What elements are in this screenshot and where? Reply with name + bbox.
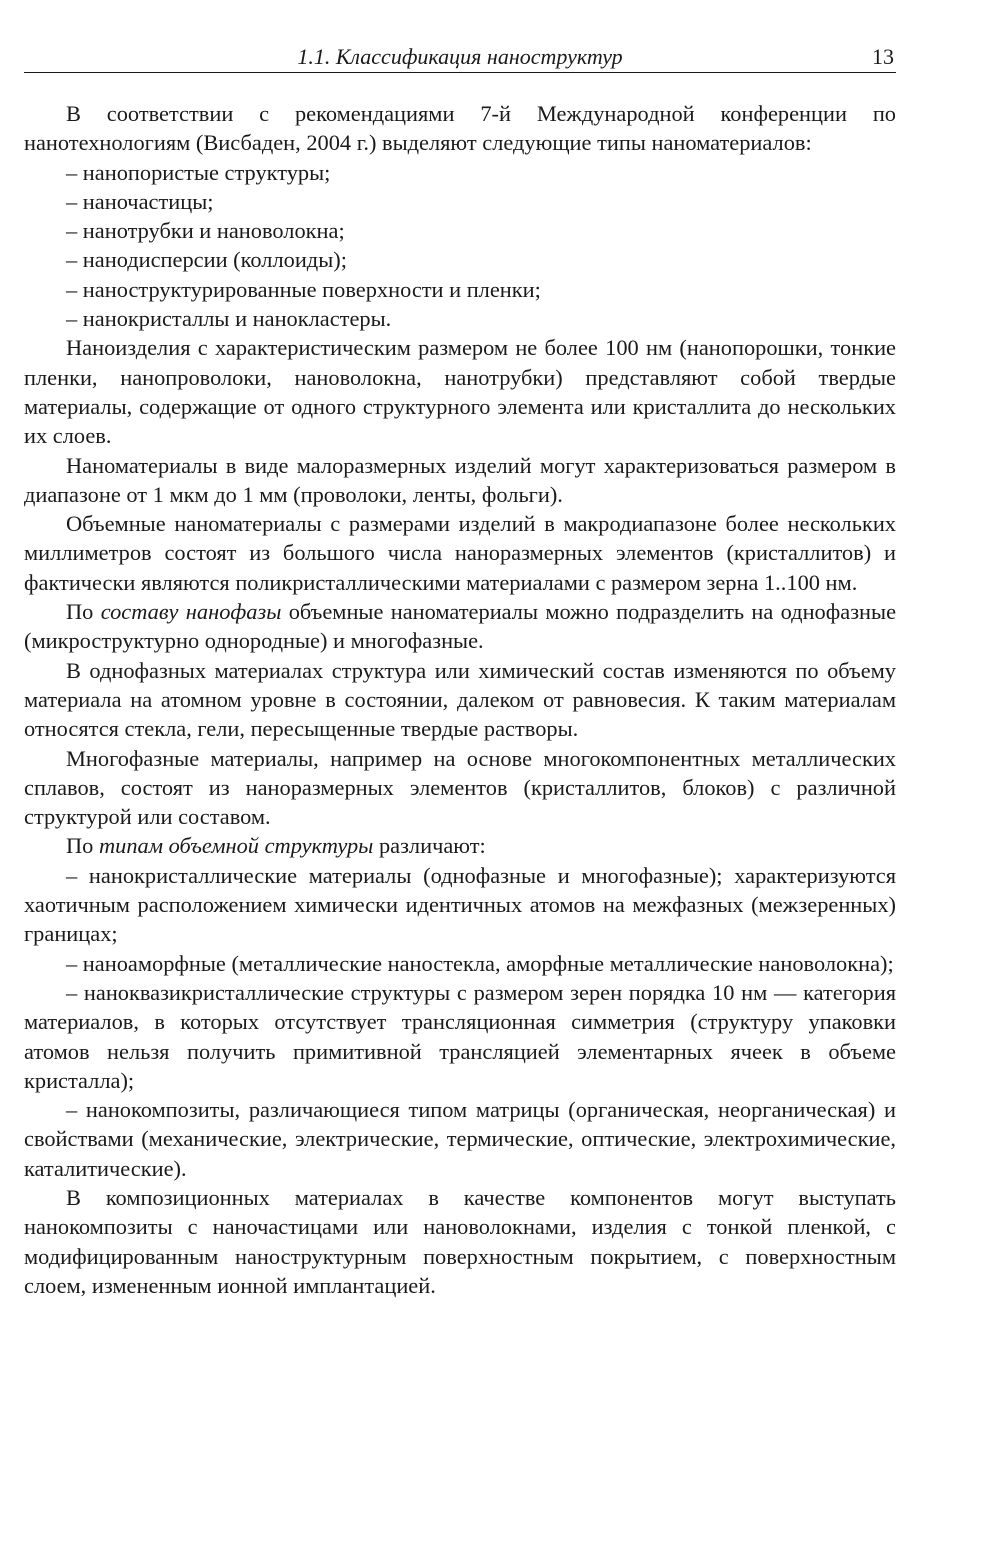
text-span: По — [66, 599, 101, 625]
body-text — [24, 99, 896, 1300]
list-item-structure: – наноаморфные (металлические наностекла, аморфные металлические нановолокна); — [66, 950, 894, 976]
paragraph-composites: В композиционных материалах в качестве компонентов могут выступать нанокомпозиты с наночастицами или нановолокнами, изделия с тонкой пленкой, с модифицированным наноструктурным поверхностным покрытием, с поверхностным слоем, измененным ионной имплантацией. — [24, 1184, 896, 1298]
book-page — [24, 38, 896, 1300]
paragraph-intro: В соответствии с рекомендациями 7-й Международной конференции по нанотехнологиям (Висбаден, 2004 г.) выделяют следующие типы наноматериалов: — [24, 101, 896, 156]
running-title: 1.1. Классификация наноструктур — [297, 44, 623, 69]
paragraph-nanoproducts: Наноизделия с характеристическим размером не более 100 нм (нанопорошки, тонкие пленки, нанопроволоки, нановолокна, нанотрубки) представляют собой твердые материалы, содержащие от одного структурного элемента или кристаллита до нескольких их слоев. — [24, 335, 896, 449]
list-item-type: – наноструктурированные поверхности и пленки; — [66, 276, 541, 302]
list-item-type: – наночастицы; — [66, 188, 214, 214]
page-number: 13 — [872, 44, 894, 69]
text-span: различают: — [373, 833, 486, 859]
text-span: объемные наноматериалы можно подразделить на однофазные (микроструктурно однородные) и многофазные. — [24, 599, 897, 654]
paragraph-small-products: Наноматериалы в виде малоразмерных изделий могут характеризоваться размером в диапазоне от 1 мкм до 1 мм (проволоки, ленты, фольги). — [24, 452, 896, 507]
paragraph-phase-composition — [24, 597, 896, 656]
list-item-type: – нанотрубки и нановолокна; — [66, 218, 345, 244]
list-item-structure: – нанокристаллические материалы (однофазные и многофазные); характеризуются хаотичным расположением химически идентичных атомов на межфазных (межзеренных) границах; — [24, 862, 896, 947]
paragraph-single-phase: В однофазных материалах структура или химический состав изменяются по объему материала на атомном уровне в состоянии, далеком от равновесия. К таким материалам относятся стекла, гели, пересыщенные твердые растворы. — [24, 657, 896, 742]
paragraph-multi-phase: Многофазные материалы, например на основе многокомпонентных металлических сплавов, состоят из наноразмерных элементов (кристаллитов, блоков) с различной структурой или составом. — [24, 745, 896, 830]
list-item-type: – нанодисперсии (коллоиды); — [66, 247, 347, 273]
paragraph-structure-types — [24, 831, 896, 860]
list-item-type: – нанопористые структуры; — [66, 159, 331, 185]
text-span: По — [66, 833, 99, 859]
list-item-type: – нанокристаллы и нанокластеры. — [66, 306, 392, 332]
list-item-structure: – нанoквазикристаллические структуры с размером зерен порядка 10 нм — категория материалов, в которых отсутствует трансляционная симметрия (структуру упаковки атомов нельзя получить примитивной трансляцией элементарных ячеек в объеме кристалла); — [24, 979, 896, 1093]
emphasis-term: типам объемной структуры — [98, 833, 374, 859]
emphasis-term: составу нанофазы — [100, 599, 282, 625]
paragraph-bulk-materials: Объемные наноматериалы с размерами изделий в макродиапазоне более нескольких миллиметров состоят из большого числа наноразмерных элементов (кристаллитов) и фактически являются поликристаллическими материалами с размером зерна 1..100 нм. — [24, 511, 896, 595]
list-item-structure: – нанокомпозиты, различающиеся типом матрицы (органическая, неорганическая) и свойствами (механические, электрические, термические, оптические, электрохимические, каталитические). — [24, 1097, 896, 1181]
running-header — [24, 38, 896, 73]
